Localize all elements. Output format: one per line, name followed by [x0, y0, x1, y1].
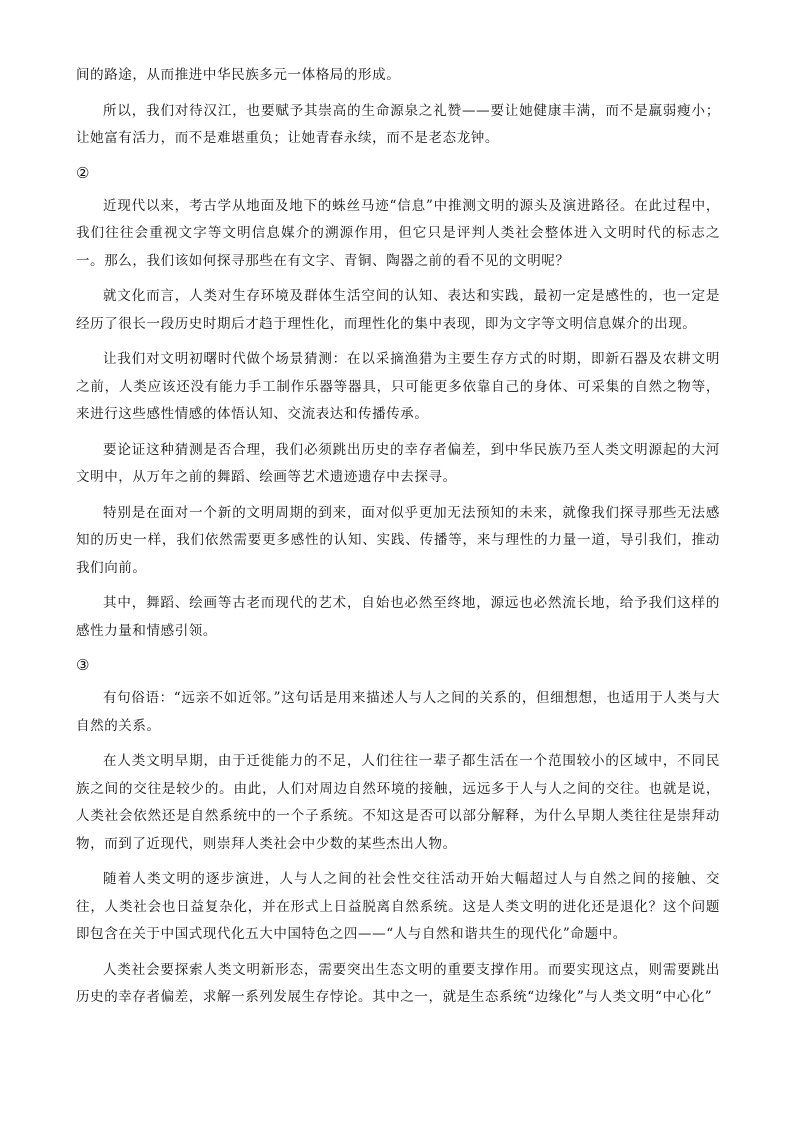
paragraph: 人类社会要探索人类文明新形态，需要突出生态文明的重要支撑作用。而要实现这点，则需要跳出历史的幸存者偏差，求解一系列发展生存悖论。其中之一，就是生态系统“边缘化”与人类文明“中心化” — [76, 961, 720, 1005]
paragraph: 在人类文明早期，由于迁徙能力的不足，人们往往一辈子都生活在一个范围较小的区域中，不同民族之间的交往是较少的。由此，人们对周边自然环境的接触，远远多于人与人之间的交往。也就是说，人类社会依然还是自然系统中的一个子系统。不知这是否可以部分解释，为什么早期人类往往是崇拜动物，而到了近现代，则崇拜人类社会中少数的某些杰出人物。 — [76, 753, 720, 852]
paragraph: 所以，我们对待汉江，也要赋予其崇高的生命源泉之礼赞——要让她健康丰满，而不是羸弱瘦小；让她富有活力，而不是难堪重负；让她青春永续，而不是老态龙钟。 — [76, 102, 720, 146]
section-marker-2: ② — [76, 163, 90, 182]
section-marker-3: ③ — [76, 656, 90, 674]
paragraph: 特别是在面对一个新的文明周期的到来，面对似乎更加无法预知的未来，就像我们探寻那些无法感知的历史一样，我们依然需要更多感性的认知、实践、传播等，来与理性的力量一道，导引我们，推动我们向前。 — [76, 504, 720, 576]
document-page — [76, 62, 720, 1020]
paragraph: 其中，舞蹈、绘画等古老而现代的艺术，自始也必然至终地，源远也必然流长地，给予我们这样的感性力量和情感引领。 — [76, 595, 720, 639]
paragraph: 近现代以来，考古学从地面及地下的蛛丝马迹“信息”中推测文明的源头及演进路径。在此过程中，我们往往会重视文字等文明信息媒介的溯源作用，但它只是评判人类社会整体进入文明时代的标志之一。那么，我们该如何探寻那些在有文字、青铜、陶器之前的看不见的文明呢？ — [76, 197, 720, 269]
paragraph: 就文化而言，人类对生存环境及群体生活空间的认知、表达和实践，最初一定是感性的，也一定是经历了很长一段历史时期后才趋于理性化，而理性化的集中表现，即为文字等文明信息媒介的出现。 — [76, 288, 720, 332]
paragraph-continuation: 间的路途，从而推进中华民族多元一体格局的形成。 — [76, 67, 401, 83]
paragraph: 让我们对文明初曙时代做个场景猜测：在以采摘渔猎为主要生存方式的时期，即新石器及农耕文明之前，人类应该还没有能力手工制作乐器等器具，只可能更多依靠自己的身体、可采集的自然之物等，来进行这些感性情感的体悟认知、交流表达和传播传承。 — [76, 351, 720, 422]
paragraph: 要论证这种猜测是否合理，我们必须跳出历史的幸存者偏差，到中华民族乃至人类文明源起的大河文明中，从万年之前的舞蹈、绘画等艺术遗迹遗存中去探寻。 — [76, 441, 720, 485]
paragraph: 有句俗语：“远亲不如近邻。”这句话是用来描述人与人之间的关系的，但细想想，也适用于人类与大自然的关系。 — [76, 690, 720, 734]
paragraph: 随着人类文明的逐步演进，人与人之间的社会性交往活动开始大幅超过人与自然之间的接触、交往，人类社会也日益复杂化，并在形式上日益脱离自然系统。这是人类文明的进化还是退化？这个问题即包含在关于中国式现代化五大中国特色之四——“人与自然和谐共生的现代化”命题中。 — [76, 871, 720, 942]
